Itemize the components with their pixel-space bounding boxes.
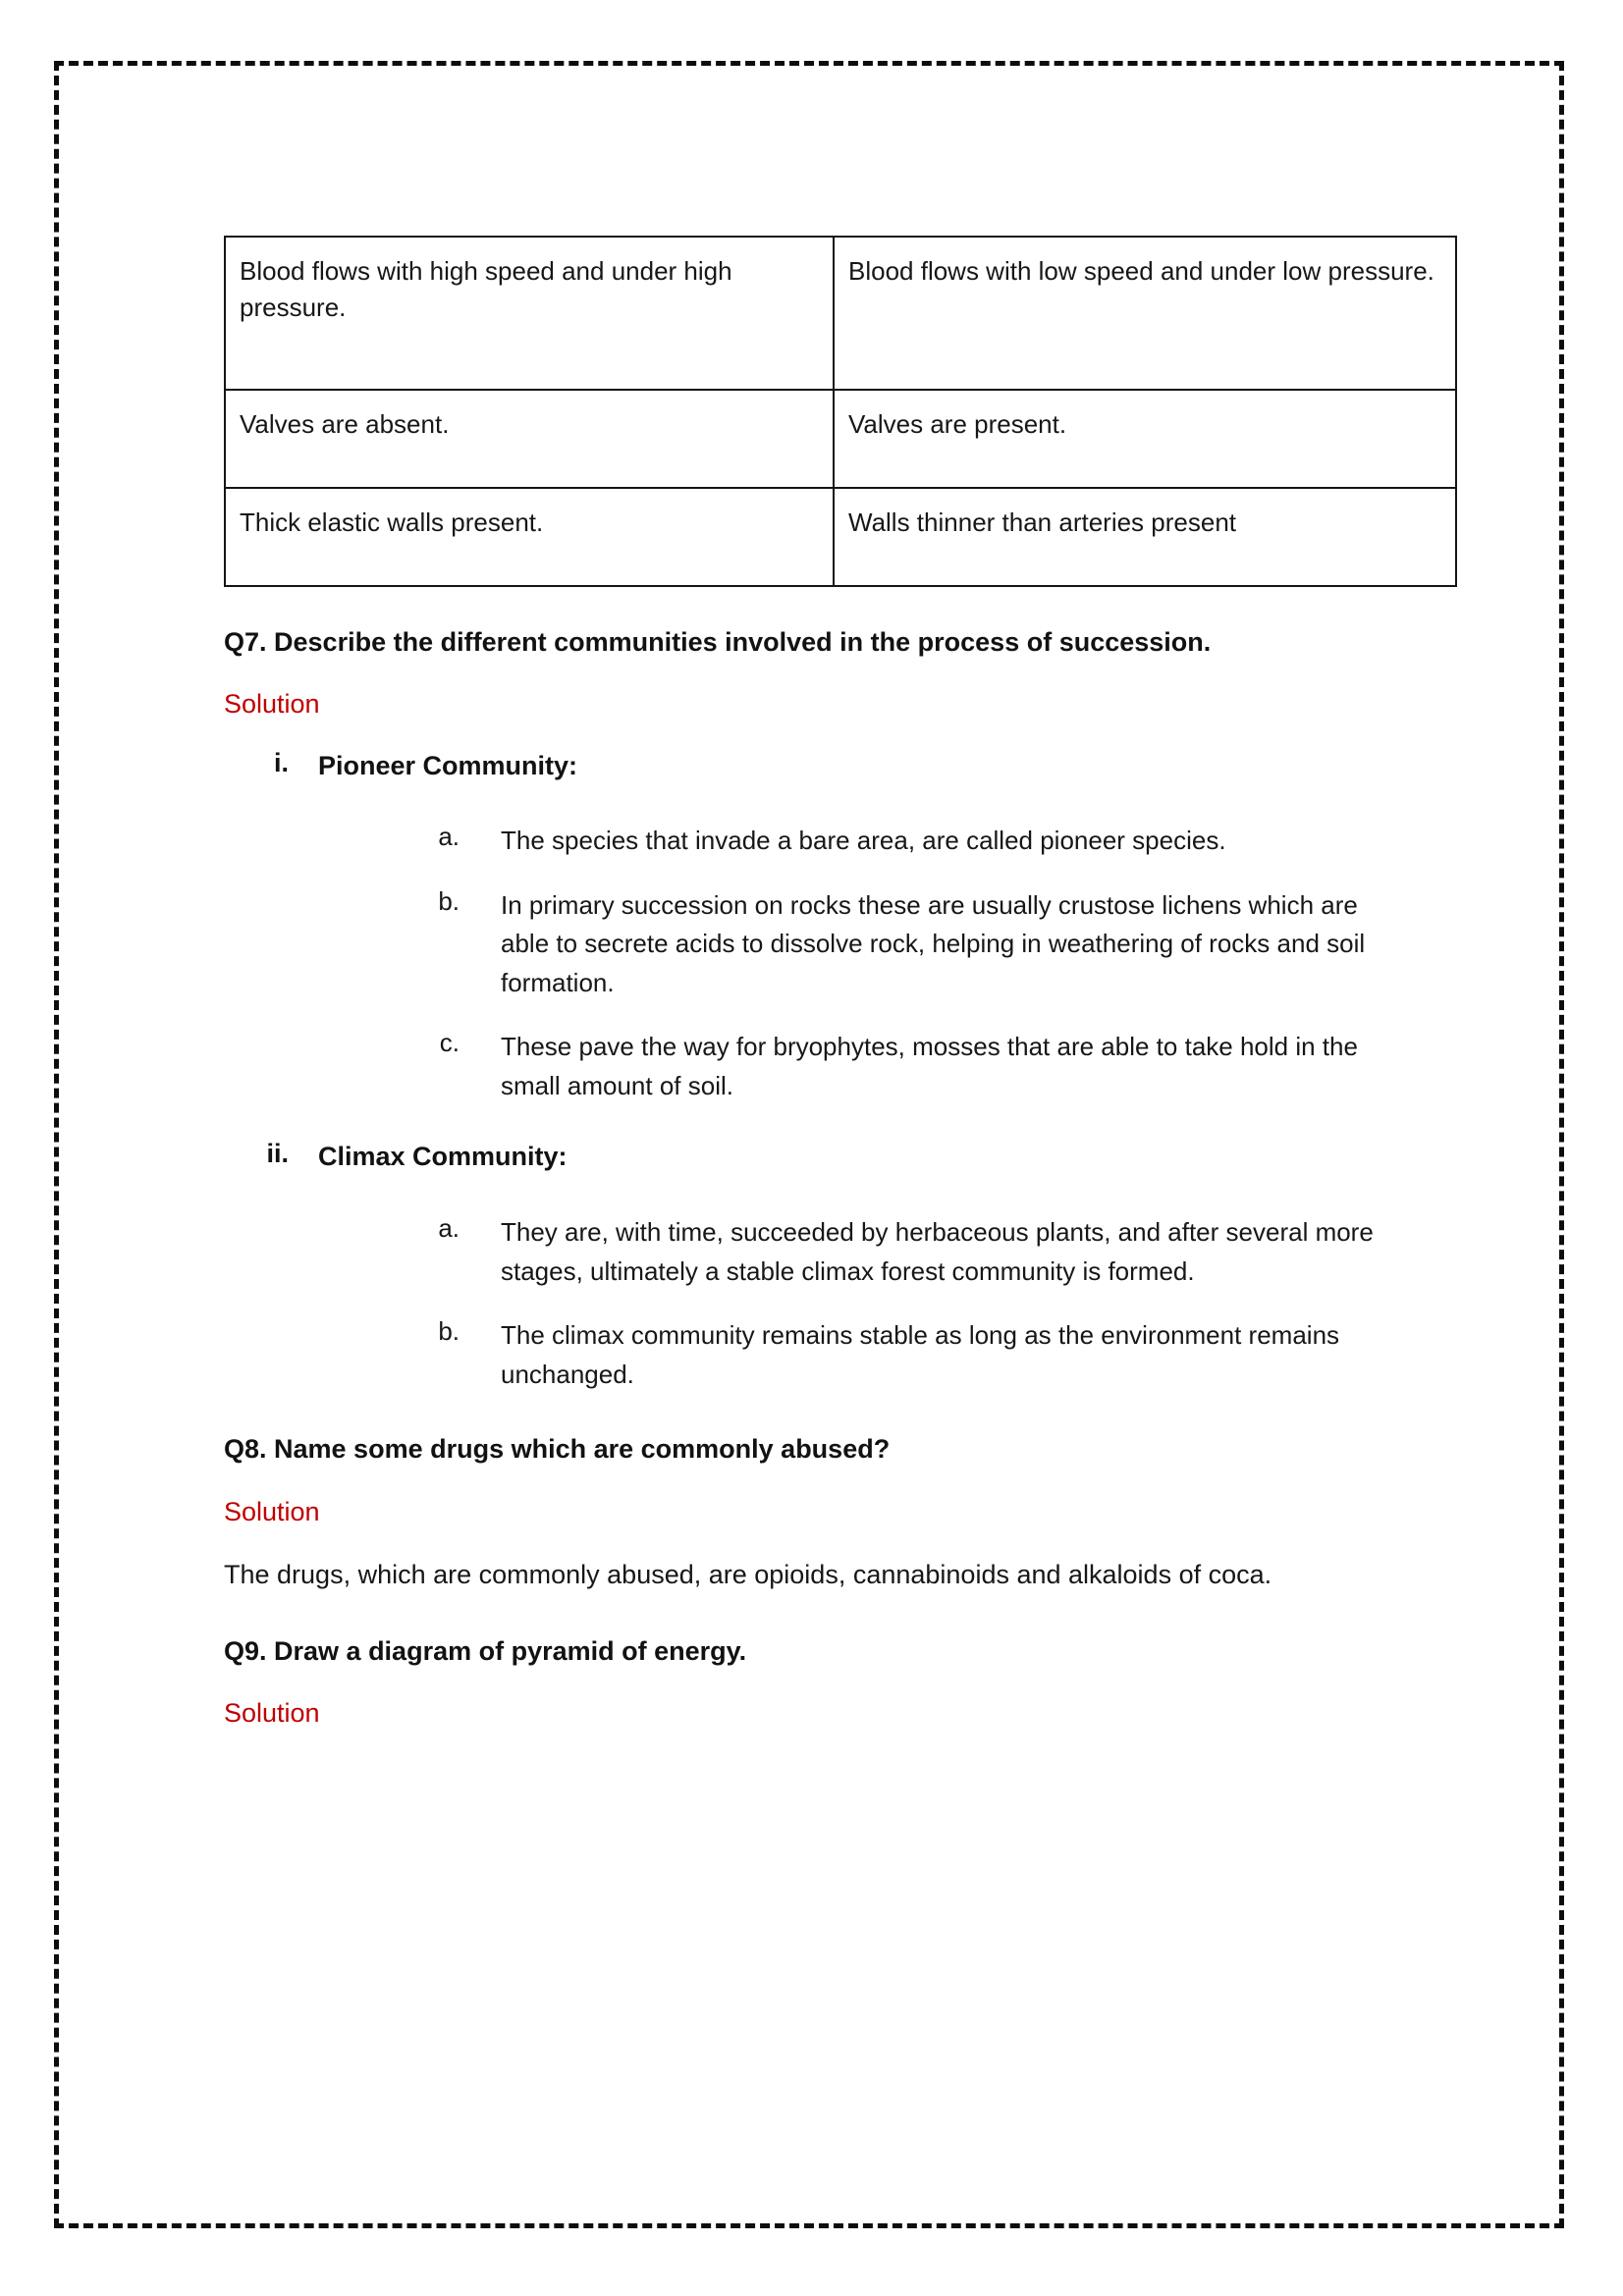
list-item-text: The climax community remains stable as long as the environment remains unchanged. — [501, 1320, 1340, 1389]
list-item-text: In primary succession on rocks these are usually crustose lichens which are able to secrete acids to dissolve rock, helping in weathering of rocks and soil formation. — [501, 889, 1366, 997]
list-item-text: They are, with time, succeeded by herbaceous plants, and after several more stages, ultimately a stable climax forest community is formed. — [501, 1217, 1374, 1286]
solution-label-q8: Solution — [224, 1496, 320, 1526]
list-item-text: The species that invade a bare area, are called pioneer species. — [501, 826, 1226, 856]
list-marker: c. — [439, 1028, 460, 1058]
list-item — [224, 1139, 1392, 1394]
list-marker: a. — [438, 1213, 460, 1244]
list-marker: i. — [273, 747, 289, 777]
list-marker: ii. — [266, 1139, 289, 1169]
answer-list-q7 — [224, 748, 1392, 1395]
sub-answer-list — [403, 822, 1392, 1105]
list-marker: a. — [438, 822, 460, 852]
solution-label-q7: Solution — [224, 689, 320, 720]
table-cell-left: Thick elastic walls present. — [225, 488, 834, 586]
list-item — [403, 1028, 1392, 1105]
solution-label-q9: Solution — [224, 1698, 320, 1729]
list-item — [403, 886, 1392, 1003]
table-cell-left: Valves are absent. — [225, 390, 834, 488]
table-cell-left: Blood flows with high speed and under high pressure. — [225, 237, 834, 390]
table-cell-right: Blood flows with low speed and under low pressure. — [834, 237, 1456, 390]
document-content — [224, 236, 1434, 1731]
table-cell-right: Walls thinner than arteries present — [834, 488, 1456, 586]
answer-paragraph-q8: The drugs, which are commonly abused, are opioids, cannabinoids and alkaloids of coca. — [224, 1559, 1272, 1589]
table-row — [225, 488, 1456, 586]
list-item — [403, 1316, 1392, 1394]
question-heading-q8: Q8. Name some drugs which are commonly abused? — [224, 1434, 891, 1465]
table-row — [225, 237, 1456, 390]
list-item-title: Climax Community: — [318, 1142, 568, 1172]
list-item — [403, 822, 1392, 861]
sub-answer-list — [403, 1213, 1392, 1394]
sublist-container — [403, 822, 1392, 1105]
list-item-title: Pioneer Community: — [318, 750, 578, 780]
list-item-text: These pave the way for bryophytes, mosses that are able to take hold in the small amount of soil. — [501, 1032, 1358, 1100]
sublist-container — [403, 1213, 1392, 1394]
list-item — [224, 748, 1392, 1106]
table-row — [225, 390, 1456, 488]
list-marker: b. — [438, 1316, 460, 1347]
table-cell-right: Valves are present. — [834, 390, 1456, 488]
question-heading-q9: Q9. Draw a diagram of pyramid of energy. — [224, 1635, 747, 1666]
list-marker: b. — [438, 885, 460, 916]
list-item — [403, 1213, 1392, 1291]
question-heading-q7: Q7. Describe the different communities involved in the process of succession. — [224, 627, 1212, 657]
comparison-table — [224, 236, 1457, 587]
